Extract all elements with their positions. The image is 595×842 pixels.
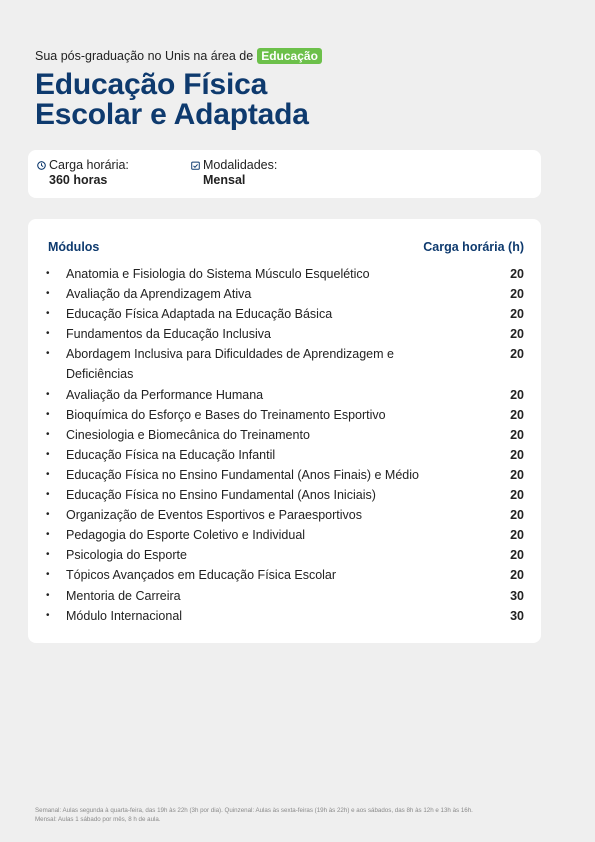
footnote-line-1: Semanal: Aulas segunda à quarta-feira, das 19h às 22h (3h por dia). Quinzenal: Aulas às sexta-feiras (19h às 22h) e aos sábados, das 8h às 12h e 13h às 16h. bbox=[35, 807, 473, 814]
bullet: • bbox=[46, 489, 50, 501]
module-hours: 20 bbox=[510, 427, 524, 442]
calendar-check-icon bbox=[191, 161, 200, 170]
footnote-line-2: Mensal: Aulas 1 sábado por mês, 8 h de aula. bbox=[35, 816, 161, 823]
module-hours: 20 bbox=[510, 548, 524, 563]
bullet: • bbox=[46, 308, 50, 320]
module-row bbox=[28, 304, 524, 324]
module-hours: 30 bbox=[510, 588, 524, 603]
bullet: • bbox=[46, 328, 50, 340]
module-row bbox=[28, 385, 524, 405]
module-name: Pedagogia do Esporte Coletivo e Individual bbox=[66, 528, 306, 543]
module-row bbox=[28, 565, 524, 585]
module-hours: 20 bbox=[510, 528, 524, 543]
module-row bbox=[28, 505, 524, 525]
bullet: • bbox=[46, 388, 50, 400]
module-hours: 20 bbox=[510, 488, 524, 503]
bullet: • bbox=[46, 569, 50, 581]
module-hours: 20 bbox=[510, 387, 524, 402]
bullet: • bbox=[46, 448, 50, 460]
module-row bbox=[28, 405, 524, 425]
module-hours: 20 bbox=[510, 407, 524, 422]
bullet: • bbox=[46, 348, 50, 360]
modality-label: Modalidades: bbox=[203, 158, 278, 172]
module-row bbox=[28, 425, 524, 445]
module-row bbox=[28, 284, 524, 304]
module-hours: 20 bbox=[510, 267, 524, 281]
module-hours: 20 bbox=[510, 467, 524, 482]
bullet: • bbox=[46, 408, 50, 420]
module-row bbox=[28, 344, 524, 384]
module-hours: 20 bbox=[510, 287, 524, 302]
module-row bbox=[28, 264, 524, 284]
module-name: Fundamentos da Educação Inclusiva bbox=[66, 327, 271, 342]
module-row bbox=[28, 445, 524, 465]
title-line-2: Escolar e Adaptada bbox=[35, 98, 309, 131]
module-name: Educação Física no Ensino Fundamental (Anos Iniciais) bbox=[66, 488, 376, 503]
module-row bbox=[28, 606, 524, 626]
modules-header bbox=[48, 240, 524, 254]
workload-info bbox=[37, 158, 129, 187]
module-name: Cinesiologia e Biomecânica do Treinamento bbox=[66, 427, 310, 442]
bullet: • bbox=[46, 609, 50, 621]
module-name: Organização de Eventos Esportivos e Paraesportivos bbox=[66, 508, 362, 523]
module-hours: 20 bbox=[510, 347, 524, 362]
footnote bbox=[35, 806, 535, 824]
module-name: Educação Física na Educação Infantil bbox=[66, 447, 276, 462]
page-title bbox=[35, 70, 309, 130]
bullet: • bbox=[46, 288, 50, 300]
module-row bbox=[28, 545, 524, 565]
workload-value: 360 horas bbox=[49, 173, 108, 187]
module-hours: 20 bbox=[510, 327, 524, 342]
module-name: Tópicos Avançados em Educação Física Escolar bbox=[66, 568, 337, 583]
title-line-1: Educação Física bbox=[35, 68, 268, 101]
module-row bbox=[28, 465, 524, 485]
modules-card bbox=[28, 219, 541, 643]
module-row bbox=[28, 485, 524, 505]
bullet: • bbox=[46, 468, 50, 480]
module-hours: 20 bbox=[510, 447, 524, 462]
clock-icon bbox=[37, 161, 46, 170]
module-name: Módulo Internacional bbox=[66, 608, 183, 623]
module-name: Psicologia do Esporte bbox=[66, 548, 187, 563]
bullet: • bbox=[46, 549, 50, 561]
col-module-header: Módulos bbox=[48, 240, 100, 254]
module-hours: 20 bbox=[510, 307, 524, 322]
module-name: Educação Física Adaptada na Educação Básica bbox=[66, 307, 333, 322]
module-row bbox=[28, 324, 524, 344]
area-badge: Educação bbox=[257, 48, 322, 64]
module-name: Mentoria de Carreira bbox=[66, 588, 181, 603]
module-row bbox=[28, 586, 524, 606]
bullet: • bbox=[46, 589, 50, 601]
modules-list bbox=[28, 264, 524, 626]
module-name: Abordagem Inclusiva para Dificuldades de Aprendizagem e Deficiências bbox=[66, 347, 394, 382]
col-hours-header: Carga horária (h) bbox=[423, 240, 524, 254]
module-hours: 30 bbox=[510, 608, 524, 623]
intro-text: Sua pós-graduação no Unis na área de bbox=[35, 49, 254, 63]
intro-line bbox=[35, 48, 322, 64]
info-card bbox=[28, 150, 541, 198]
bullet: • bbox=[46, 268, 50, 279]
module-hours: 20 bbox=[510, 568, 524, 583]
bullet: • bbox=[46, 509, 50, 521]
module-name: Avaliação da Aprendizagem Ativa bbox=[66, 287, 252, 302]
bullet: • bbox=[46, 428, 50, 440]
bullet: • bbox=[46, 529, 50, 541]
modality-info bbox=[191, 158, 277, 187]
module-hours: 20 bbox=[510, 508, 524, 523]
module-name: Avaliação da Performance Humana bbox=[66, 387, 264, 402]
workload-label: Carga horária: bbox=[49, 158, 129, 172]
modality-value: Mensal bbox=[203, 173, 246, 187]
module-name: Bioquímica do Esforço e Bases do Treinamento Esportivo bbox=[66, 407, 386, 422]
module-row bbox=[28, 525, 524, 545]
module-name: Educação Física no Ensino Fundamental (Anos Finais) e Médio bbox=[66, 467, 419, 482]
module-name: Anatomia e Fisiologia do Sistema Músculo Esquelético bbox=[66, 267, 370, 281]
